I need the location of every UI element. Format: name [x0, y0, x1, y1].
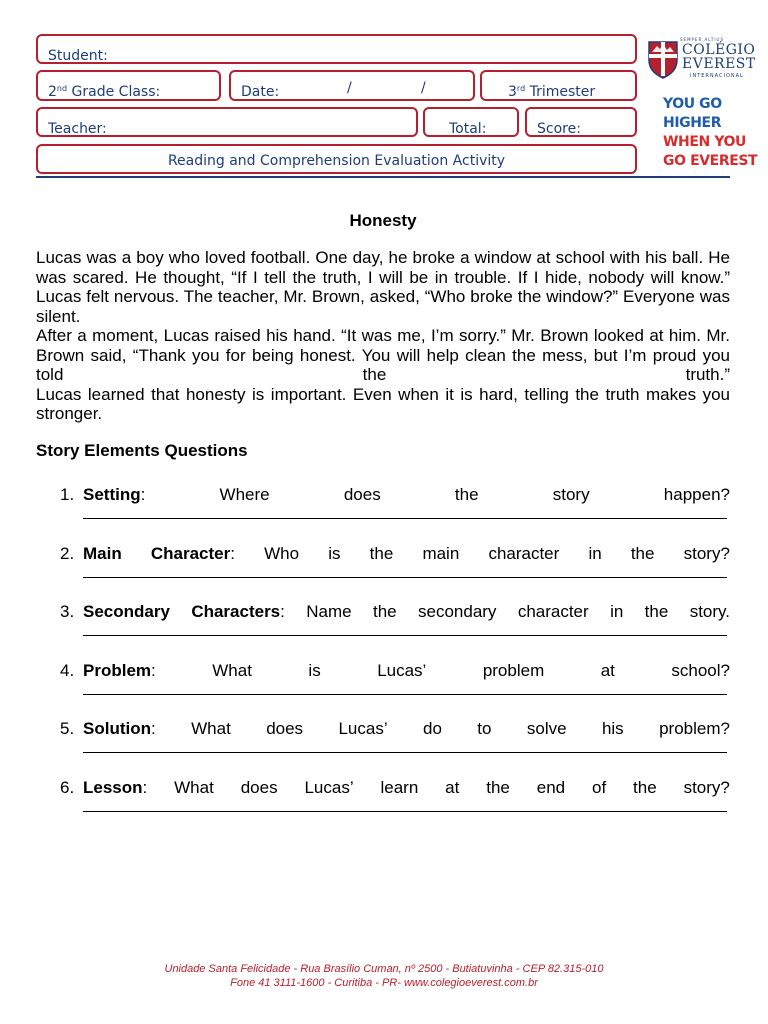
question-word: story: [552, 485, 590, 504]
question-word: school?: [671, 660, 730, 680]
question-word: What: [191, 719, 231, 739]
question-word: Who: [264, 543, 300, 563]
logo-subtitle: INTERNACIONAL: [690, 73, 744, 79]
question-word: story?: [683, 778, 730, 797]
question-word: at: [445, 778, 460, 797]
answer-line[interactable]: [83, 752, 727, 753]
answer-line[interactable]: [83, 694, 727, 695]
total-label: Total:: [449, 121, 487, 137]
question-number: 2.: [60, 543, 75, 563]
question-word: character: [488, 543, 560, 563]
question-word: to: [477, 719, 492, 739]
date-label: Date:: [241, 84, 280, 100]
question-text: [83, 485, 730, 505]
question-label-wrap: Characters:: [191, 602, 285, 622]
question-word: is: [328, 543, 341, 563]
question-label: Lesson: [83, 778, 143, 797]
question-word: secondary: [418, 602, 497, 622]
footer-contact: Fone 41 3111-1600 - Curitiba - PR- www.colegioeverest.com.br: [230, 977, 538, 989]
trimester-field: [480, 70, 637, 101]
question-word: the: [454, 485, 479, 504]
question-word: Where: [219, 485, 270, 504]
total-field[interactable]: [423, 107, 519, 137]
score-label: Score:: [537, 121, 581, 137]
question-item: [36, 719, 730, 769]
questions-heading: Story Elements Questions: [36, 441, 248, 460]
question-number: 1.: [60, 485, 75, 504]
story-paragraph: After a moment, Lucas raised his hand. “It was me, I’m sorry.” Mr. Brown looked at him. Mr. Brown said, “Thank you for being honest. You will help clean the mess, but I’m proud you told the truth.”: [36, 326, 730, 384]
question-text: [83, 661, 730, 681]
question-word: does: [266, 719, 304, 739]
question-item: [36, 661, 730, 711]
logo-name-line2: EVEREST: [682, 56, 756, 72]
question-word: his: [601, 719, 624, 739]
question-word: end: [536, 778, 566, 797]
question-word: at: [600, 660, 615, 680]
question-word: story.: [689, 602, 730, 622]
activity-title: Reading and Comprehension Evaluation Activity: [167, 153, 506, 169]
story-paragraph: Lucas learned that honesty is important. Even when it is hard, telling the truth makes you stronger.: [36, 384, 730, 423]
question-word: the: [486, 778, 510, 797]
question-label: Secondary: [83, 602, 170, 622]
logo-motto: SEMPER ALTIUS: [680, 37, 725, 42]
student-label: Student:: [48, 48, 108, 64]
shield-crest-icon: [646, 36, 680, 80]
question-number: 4.: [60, 660, 75, 680]
question-label-wrap: Setting:: [83, 485, 146, 504]
question-word: the: [633, 778, 657, 797]
question-word: problem?: [659, 719, 730, 739]
question-word: in: [588, 543, 602, 563]
question-word: problem: [482, 660, 545, 680]
story-text: [36, 248, 730, 424]
question-label-wrap: Problem:: [83, 660, 156, 680]
question-word: in: [610, 602, 624, 622]
question-number: 6.: [60, 778, 75, 797]
question-word: character: [517, 602, 589, 622]
question-word: Lucas’: [338, 719, 388, 739]
slogan-line: HIGHER: [663, 115, 722, 131]
question-word: do: [422, 719, 442, 739]
question-word: does: [240, 778, 278, 797]
question-text: [83, 602, 730, 622]
question-word: the: [644, 602, 669, 622]
question-label-wrap: Lesson:: [83, 778, 148, 797]
teacher-label: Teacher:: [48, 121, 107, 137]
header-divider: [36, 176, 730, 178]
question-word: does: [343, 485, 381, 504]
question-number: 5.: [60, 719, 75, 739]
question-word: Lucas’: [377, 660, 427, 680]
answer-line[interactable]: [83, 518, 727, 519]
teacher-field[interactable]: [36, 107, 418, 137]
date-field[interactable]: [229, 70, 475, 101]
question-word: Name: [306, 602, 352, 622]
question-item: [36, 485, 730, 535]
question-label: Problem: [83, 660, 152, 680]
question-label: Character: [150, 543, 231, 563]
question-label: Solution: [83, 719, 151, 739]
question-word: What: [174, 778, 214, 797]
question-word: What: [212, 660, 252, 680]
question-word: of: [591, 778, 607, 797]
trimester-label: 3rd Trimester: [508, 84, 596, 100]
footer-address: Unidade Santa Felicidade - Rua Brasílio Cuman, nº 2500 - Butiatuvinha - CEP 82.315-010: [164, 963, 604, 975]
story-title: Honesty: [349, 211, 417, 230]
school-logo: [646, 36, 754, 84]
activity-title-box: [36, 144, 637, 174]
answer-line[interactable]: [83, 635, 727, 636]
question-word: happen?: [663, 485, 730, 504]
question-word: is: [308, 660, 321, 680]
question-word: the: [369, 543, 394, 563]
question-label-wrap: Solution:: [83, 719, 156, 739]
grade-class-label: 2nd Grade Class:: [48, 84, 161, 100]
logo-name-line1: COLÉGIO: [682, 42, 756, 58]
date-separator: /: [421, 80, 426, 96]
slogan-line: WHEN YOU: [663, 134, 747, 150]
date-separator: /: [347, 80, 352, 96]
answer-line[interactable]: [83, 577, 727, 578]
student-field[interactable]: [36, 34, 637, 64]
question-word: learn: [380, 778, 419, 797]
question-text: [83, 719, 730, 739]
question-label: Characters: [191, 602, 281, 622]
question-word: story?: [683, 543, 730, 563]
grade-class-field[interactable]: [36, 70, 221, 101]
slogan-line: GO EVEREST: [663, 153, 758, 169]
question-item: [36, 602, 730, 652]
slogan-line: YOU GO: [663, 96, 722, 112]
question-label-wrap: Character:: [150, 543, 235, 563]
question-text: [83, 778, 730, 798]
question-item: [36, 544, 730, 594]
question-word: main: [422, 543, 460, 563]
question-word: solve: [526, 719, 567, 739]
question-label: Main: [83, 543, 122, 563]
question-word: the: [630, 543, 655, 563]
story-paragraph: Lucas was a boy who loved football. One day, he broke a window at school with his ball. He was scared. He thought, “If I tell the truth, I will be in trouble. If I hide, nobody will know.” Lucas felt nervous. The teacher, Mr. Brown, asked, “Who broke the window?” Everyone was silent.: [36, 248, 730, 326]
question-item: [36, 778, 730, 828]
question-word: the: [372, 602, 397, 622]
question-text: [83, 544, 730, 564]
score-field[interactable]: [525, 107, 637, 137]
question-label: Setting: [83, 485, 141, 504]
answer-line[interactable]: [83, 811, 727, 812]
question-word: Lucas’: [304, 778, 354, 797]
question-number: 3.: [60, 602, 75, 622]
